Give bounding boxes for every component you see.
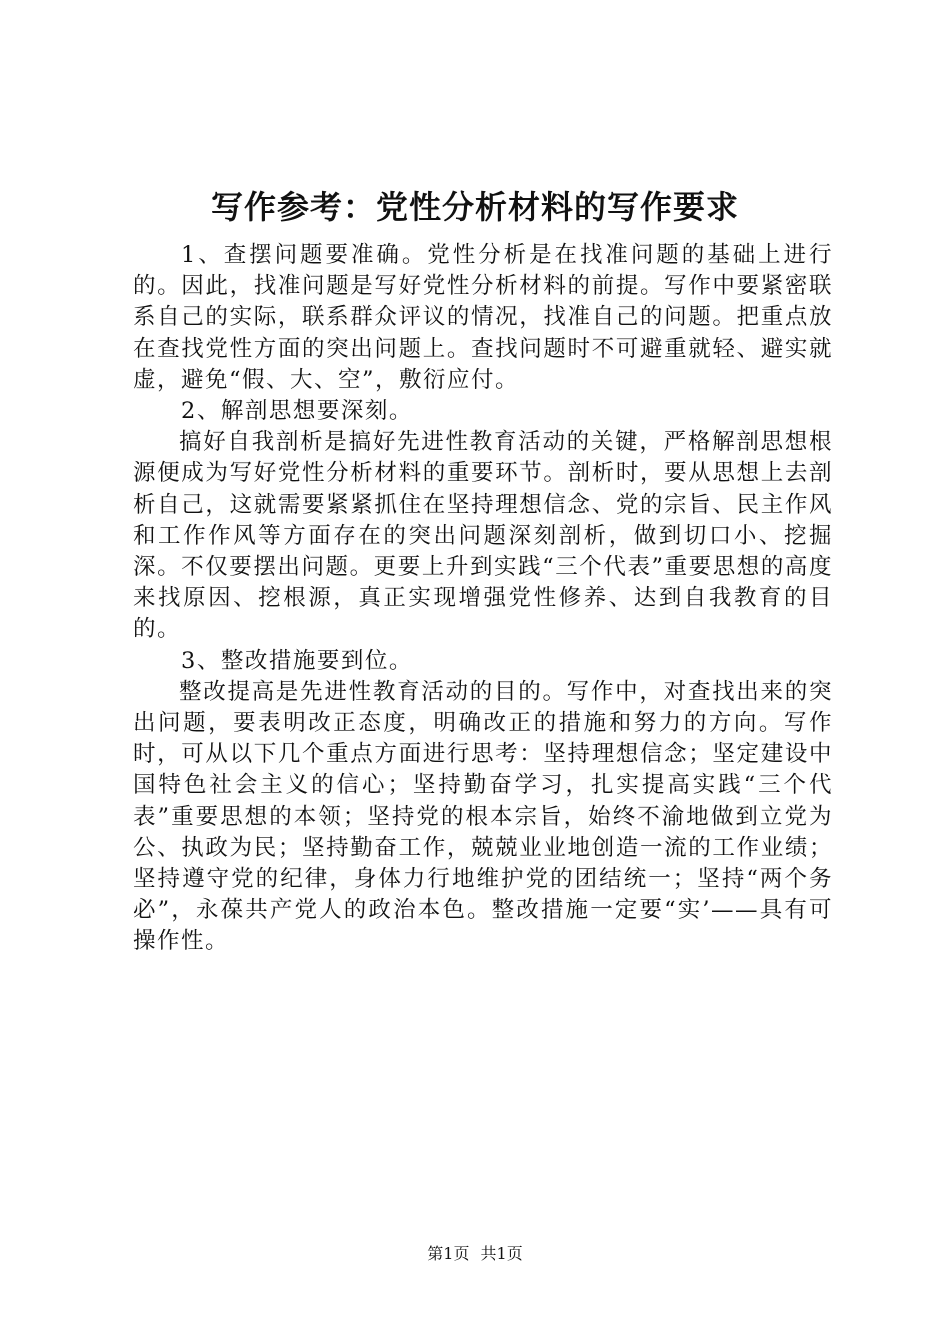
total-pages: 共1页 [480, 1244, 523, 1263]
paragraph-4-heading: 3、整改措施要到位。 [181, 647, 413, 674]
page-footer [0, 1242, 950, 1266]
paragraph-5: 整改提高是先进性教育活动的目的。写作中，对查找出来的突出问题，要表明改正态度，明确改正的措施和努力的方向。写作时，可从以下几个重点方面进行思考：坚持理想信念；坚定建设中国特色社会主义的信心；坚持勤奋学习，扎实提高实践“三个代表”重要思想的本领；坚持党的根本宗旨，始终不渝地做到立党为公、执政为民；坚持勤奋工作，兢兢业业地创造一流的工作业绩；坚持遵守党的纪律，身体力行地维护党的团结统一；坚持“两个务必”，永葆共产党人的政治本色。整改措施一定要“实’——具有可操作性。 [133, 678, 833, 955]
paragraph-3: 搞好自我剖析是搞好先进性教育活动的关键，严格解剖思想根源便成为写好党性分析材料的重要环节。剖析时，要从思想上去剖析自己，这就需要紧紧抓住在坚持理想信念、党的宗旨、民主作风和工作作风等方面存在的突出问题深刻剖析，做到切口小、挖掘深。不仅要摆出问题。更要上升到实践“三个代表”重要思想的高度来找原因、挖根源，真正实现增强党性修养、达到自我教育的目的。 [133, 429, 833, 643]
page-number: 第1页 [427, 1244, 470, 1263]
paragraph-1: 1、查摆问题要准确。党性分析是在找准问题的基础上进行的。因此，找准问题是写好党性分析材料的前提。写作中要紧密联系自己的实际，联系群众评议的情况，找准自己的问题。把重点放在查找党性方面的突出问题上。查找问题时不可避重就轻、避实就虚，避免“假、大、空”，敷衍应付。 [133, 242, 833, 393]
document-body [133, 240, 833, 958]
document-title: 写作参考：党性分析材料的写作要求 [210, 188, 739, 226]
paragraph-2-heading: 2、解剖思想要深刻。 [181, 398, 413, 425]
